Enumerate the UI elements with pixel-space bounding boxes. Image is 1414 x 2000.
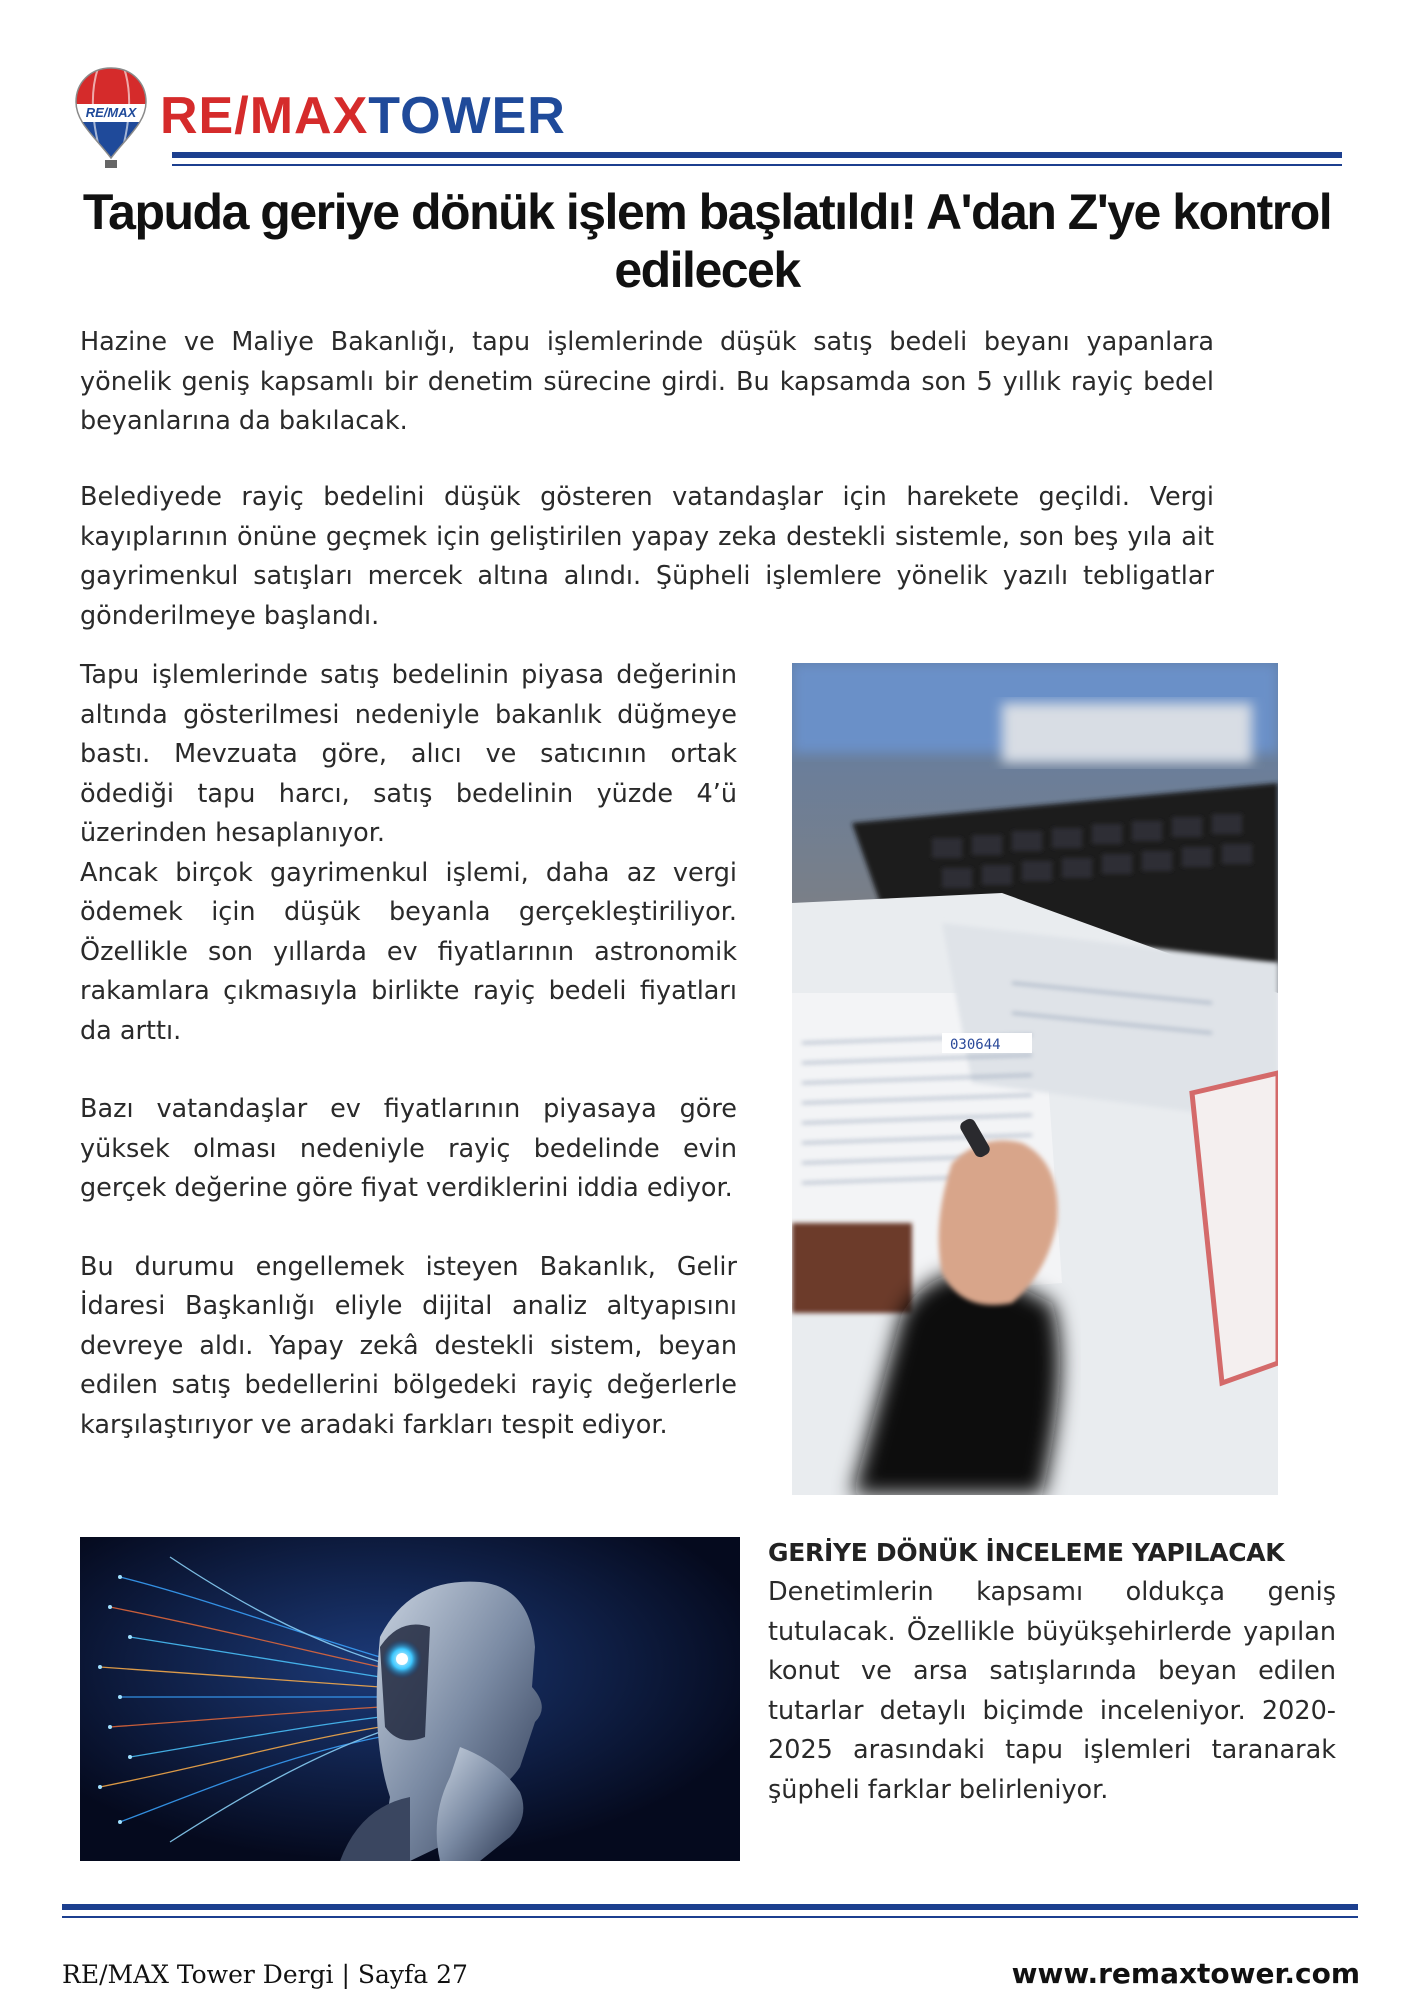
photo-form-number: 030644 — [950, 1037, 1001, 1053]
footer-rule-thin — [62, 1916, 1358, 1918]
col1-paragraph-1: Tapu işlemlerinde satış bedelinin piyasa değerinin altında gösterilmesi nedeniyle bakanlık düğmeye bastı. Mevzuata göre, alıcı ve satıcının ortak ödediği tapu harcı, satış bedelinin yüzde 4’ü üzerinden hesaplanıyor. — [80, 660, 737, 848]
footer-rule-thick — [62, 1904, 1358, 1910]
header-rule-thick — [172, 152, 1342, 158]
photo-ai-robot — [80, 1537, 740, 1861]
section-subheading: GERİYE DÖNÜK İNCELEME YAPILACAK — [768, 1538, 1285, 1567]
header-rule-thin — [172, 164, 1342, 166]
left-column — [80, 656, 737, 1445]
col1-paragraph-4: Bu durumu engellemek isteyen Bakanlık, Gelir İdaresi Başkanlığı eliyle dijital analiz altyapısını devreye aldı. Yapay zekâ destekli sistem, beyan edilen satış bedellerini bölgedeki rayiç değerlerle karşılaştırıyor ve aradaki farkları tespit ediyor. — [80, 1251, 737, 1440]
footer-website-link[interactable]: www.remaxtower.com — [1011, 1957, 1360, 1990]
col1-paragraph-3: Bazı vatandaşlar ev fiyatlarının piyasaya göre yüksek olması nedeniyle rayiç bedelinde evin gerçek değerine göre fiyat verdiklerini iddia ediyor. — [80, 1094, 737, 1203]
footer-magazine-page: RE/MAX Tower Dergi | Sayfa 27 — [62, 1960, 468, 1989]
brand-re: RE — [160, 87, 235, 145]
intro-paragraph-2: Belediyede rayiç bedelini düşük gösteren vatandaşlar için harekete geçildi. Vergi kayıplarının önüne geçmek için geliştirilen yapay zeka destekli sistemle, son beş yıla ait gayrimenkul satışları mercek altına alındı. Şüpheli işlemlere yönelik yazılı tebligatlar gönderilmeye başlandı. — [80, 482, 1214, 631]
brand-max: MAX — [249, 87, 369, 145]
article-title: Tapuda geriye dönük işlem başlatıldı! A'dan Z'ye kontrol edilecek — [82, 184, 1332, 298]
photo-signing-document — [792, 663, 1278, 1495]
logo-balloon-text: RE/MAX — [85, 105, 137, 120]
intro-paragraph-1: Hazine ve Maliye Bakanlığı, tapu işlemlerinde düşük satış bedeli beyanı yapanlara yönelik geniş kapsamlı bir denetim sürecine girdi. Bu kapsamda son 5 yıllık rayiç bedel beyanlarına da bakılacak. — [80, 327, 1214, 436]
brand-tower: TOWER — [368, 87, 566, 145]
brand-slash: / — [234, 87, 250, 145]
brand-wordmark — [160, 86, 566, 146]
col1-paragraph-2: Ancak birçok gayrimenkul işlemi, daha az vergi ödemek için düşük beyanla gerçekleştiriliyor. Özellikle son yıllarda ev fiyatlarının astronomik rakamlara çıkmasıyla birlikte rayiç bedeli fiyatları da arttı. — [80, 857, 737, 1046]
right-column-paragraph: Denetimlerin kapsamı oldukça geniş tutulacak. Özellikle büyükşehirlerde yapılan konut ve arsa satışlarında beyan edilen tutarlar detaylı biçimde inceleniyor. 2020-2025 arasındaki tapu işlemleri taranarak şüpheli farklar belirleniyor. — [768, 1577, 1336, 1805]
remax-balloon-logo — [72, 64, 150, 174]
